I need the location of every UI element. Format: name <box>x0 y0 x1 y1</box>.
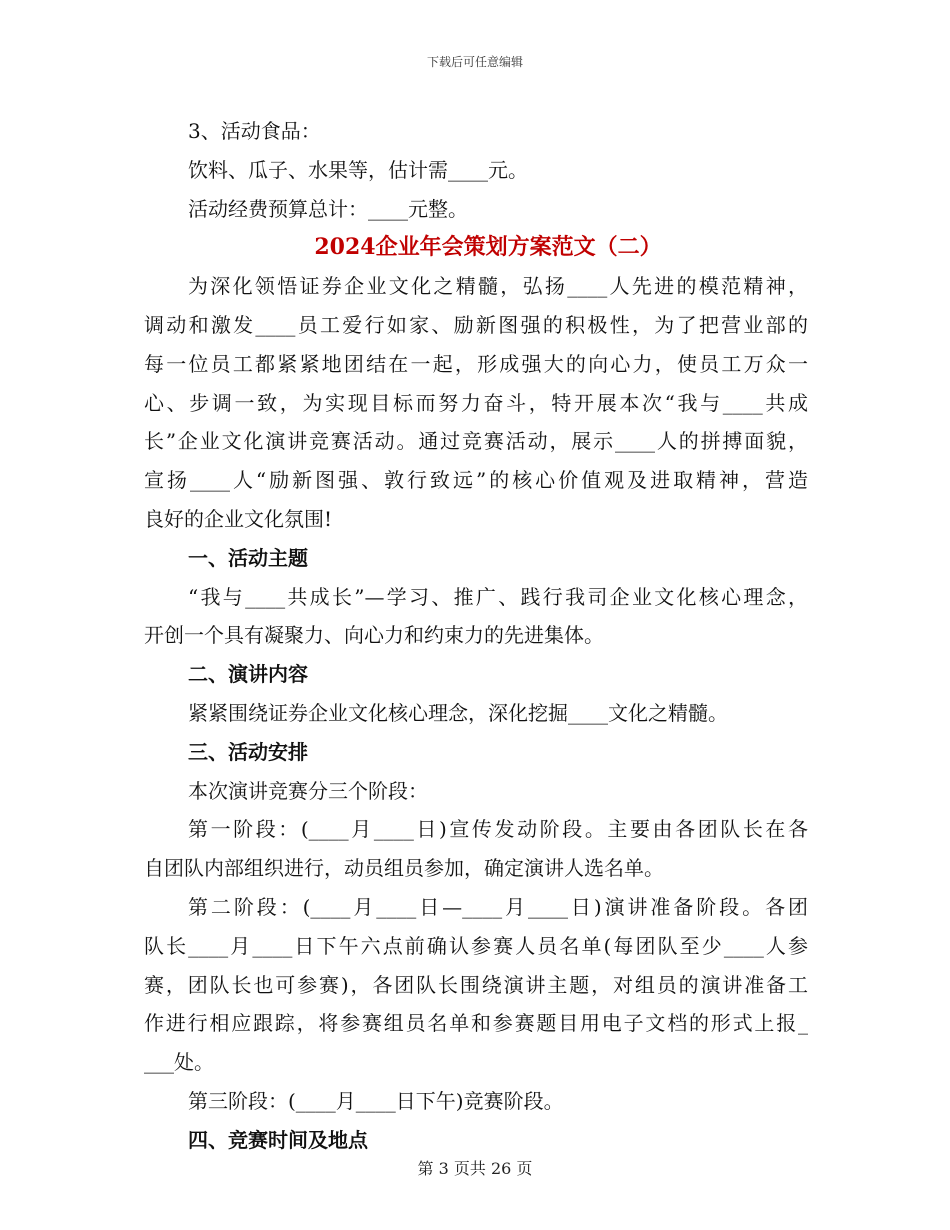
section-heading: 一、活动主题 <box>188 545 308 570</box>
paragraph-line: ___处。 <box>144 1050 214 1075</box>
page-number: 第 3 页共 26 页 <box>417 1159 533 1178</box>
paragraph-line: 调动和激发____员工爱行如家、励新图强的积极性，为了把营业部的 <box>144 312 808 337</box>
paragraph-line: 作进行相应跟踪，将参赛组员名单和参赛题目用电子文档的形式上报_ <box>144 1011 808 1036</box>
paragraph-line: 3、活动食品： <box>188 119 321 143</box>
paragraph-line: 第三阶段：(____月____日下午)竞赛阶段。 <box>188 1088 564 1113</box>
paragraph-line: 队长____月____日下午六点前确认参赛人员名单(每团队至少____人参 <box>144 933 808 958</box>
paragraph-line: 长”企业文化演讲竞赛活动。通过竞赛活动，展示____人的拼搏面貌， <box>144 429 808 454</box>
document-body <box>144 112 808 1160</box>
paragraph-line: 宣扬____人“励新图强、敦行致远”的核心价值观及进取精神，营造 <box>144 468 808 493</box>
paragraph-line: 赛，团队长也可参赛)，各团队长围绕演讲主题，对组员的演讲准备工 <box>144 972 808 997</box>
section-title: 2024企业年会策划方案范文（二） <box>314 234 662 261</box>
section-heading: 四、竞赛时间及地点 <box>188 1127 368 1152</box>
paragraph-line: 开创一个具有凝聚力、向心力和约束力的先进集体。 <box>144 623 604 648</box>
paragraph-line: 自团队内部组织进行，动员组员参加，确定演讲人选名单。 <box>144 856 664 881</box>
page-header: 下载后可任意编辑 <box>426 55 523 69</box>
section-heading: 三、活动安排 <box>188 739 308 764</box>
section-heading: 二、演讲内容 <box>188 662 308 687</box>
paragraph-line: 第一阶段：(____月____日)宣传发动阶段。主要由各团队长在各 <box>188 817 808 842</box>
paragraph-line: 紧紧围绕证券企业文化核心理念，深化挖掘____文化之精髓。 <box>188 700 728 725</box>
paragraph-line: 本次演讲竞赛分三个阶段： <box>188 778 428 803</box>
paragraph-line: 良好的企业文化氛围! <box>144 506 333 531</box>
paragraph-line: 第二阶段：(____月____日—____月____日)演讲准备阶段。各团 <box>188 894 808 919</box>
paragraph-line: 每一位员工都紧紧地团结在一起，形成强大的向心力，使员工万众一 <box>144 351 808 376</box>
paragraph-line: “我与____共成长”—学习、推广、践行我司企业文化核心理念， <box>188 584 808 609</box>
paragraph-line: 活动经费预算总计：____元整。 <box>188 196 468 221</box>
paragraph-line: 心、步调一致，为实现目标而努力奋斗，特开展本次“我与____共成 <box>144 390 808 415</box>
paragraph-line: 饮料、瓜子、水果等，估计需____元。 <box>188 157 528 182</box>
paragraph-line: 为深化领悟证券企业文化之精髓，弘扬____人先进的模范精神， <box>188 274 808 299</box>
